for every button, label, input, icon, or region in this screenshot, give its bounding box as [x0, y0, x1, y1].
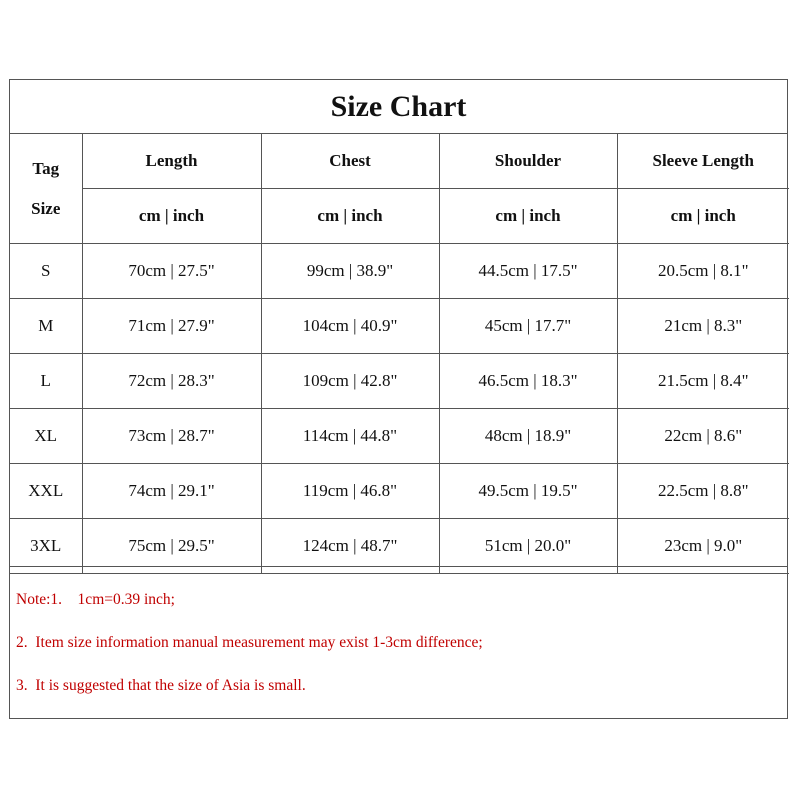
table-row [10, 354, 789, 409]
size-label: Size [31, 198, 61, 218]
chest-cell: 124cm | 48.7" [261, 519, 439, 574]
sleeve-cell: 22cm | 8.6" [617, 409, 789, 464]
size-cell: XXL [10, 464, 82, 519]
size-cell: XL [10, 409, 82, 464]
size-chart-frame [9, 79, 788, 719]
note-2: 2. Item size information manual measurement may exist 1-3cm difference; [16, 634, 483, 651]
length-cell: 73cm | 28.7" [82, 409, 261, 464]
units-sleeve-length: cm | inch [617, 189, 789, 244]
note-1: Note:1. 1cm=0.39 inch; [16, 591, 175, 608]
sleeve-cell: 22.5cm | 8.8" [617, 464, 789, 519]
shoulder-cell: 44.5cm | 17.5" [439, 244, 617, 299]
length-cell: 75cm | 29.5" [82, 519, 261, 574]
size-cell: M [10, 299, 82, 354]
length-cell: 71cm | 27.9" [82, 299, 261, 354]
chest-cell: 114cm | 44.8" [261, 409, 439, 464]
shoulder-cell: 45cm | 17.7" [439, 299, 617, 354]
size-table [10, 134, 789, 574]
size-cell: S [10, 244, 82, 299]
col-header-chest: Chest [261, 134, 439, 189]
units-row [10, 189, 789, 244]
length-cell: 70cm | 27.5" [82, 244, 261, 299]
col-header-length: Length [82, 134, 261, 189]
col-header-shoulder: Shoulder [439, 134, 617, 189]
length-cell: 72cm | 28.3" [82, 354, 261, 409]
sleeve-cell: 20.5cm | 8.1" [617, 244, 789, 299]
tag-label: Tag [32, 158, 60, 178]
units-chest: cm | inch [261, 189, 439, 244]
shoulder-cell: 48cm | 18.9" [439, 409, 617, 464]
units-shoulder: cm | inch [439, 189, 617, 244]
sleeve-cell: 21.5cm | 8.4" [617, 354, 789, 409]
col-header-sleeve-length: Sleeve Length [617, 134, 789, 189]
note-3: 3. It is suggested that the size of Asia is small. [16, 677, 306, 694]
size-cell: 3XL [10, 519, 82, 574]
notes-section [10, 566, 787, 718]
tag-size-header [10, 134, 82, 244]
chest-cell: 119cm | 46.8" [261, 464, 439, 519]
shoulder-cell: 49.5cm | 19.5" [439, 464, 617, 519]
table-row [10, 409, 789, 464]
size-cell: L [10, 354, 82, 409]
table-row [10, 464, 789, 519]
chest-cell: 99cm | 38.9" [261, 244, 439, 299]
table-row [10, 299, 789, 354]
length-cell: 74cm | 29.1" [82, 464, 261, 519]
shoulder-cell: 51cm | 20.0" [439, 519, 617, 574]
shoulder-cell: 46.5cm | 18.3" [439, 354, 617, 409]
sleeve-cell: 23cm | 9.0" [617, 519, 789, 574]
chart-title: Size Chart [10, 80, 787, 134]
table-row [10, 244, 789, 299]
sleeve-cell: 21cm | 8.3" [617, 299, 789, 354]
units-length: cm | inch [82, 189, 261, 244]
chest-cell: 109cm | 42.8" [261, 354, 439, 409]
chest-cell: 104cm | 40.9" [261, 299, 439, 354]
header-row [10, 134, 789, 189]
